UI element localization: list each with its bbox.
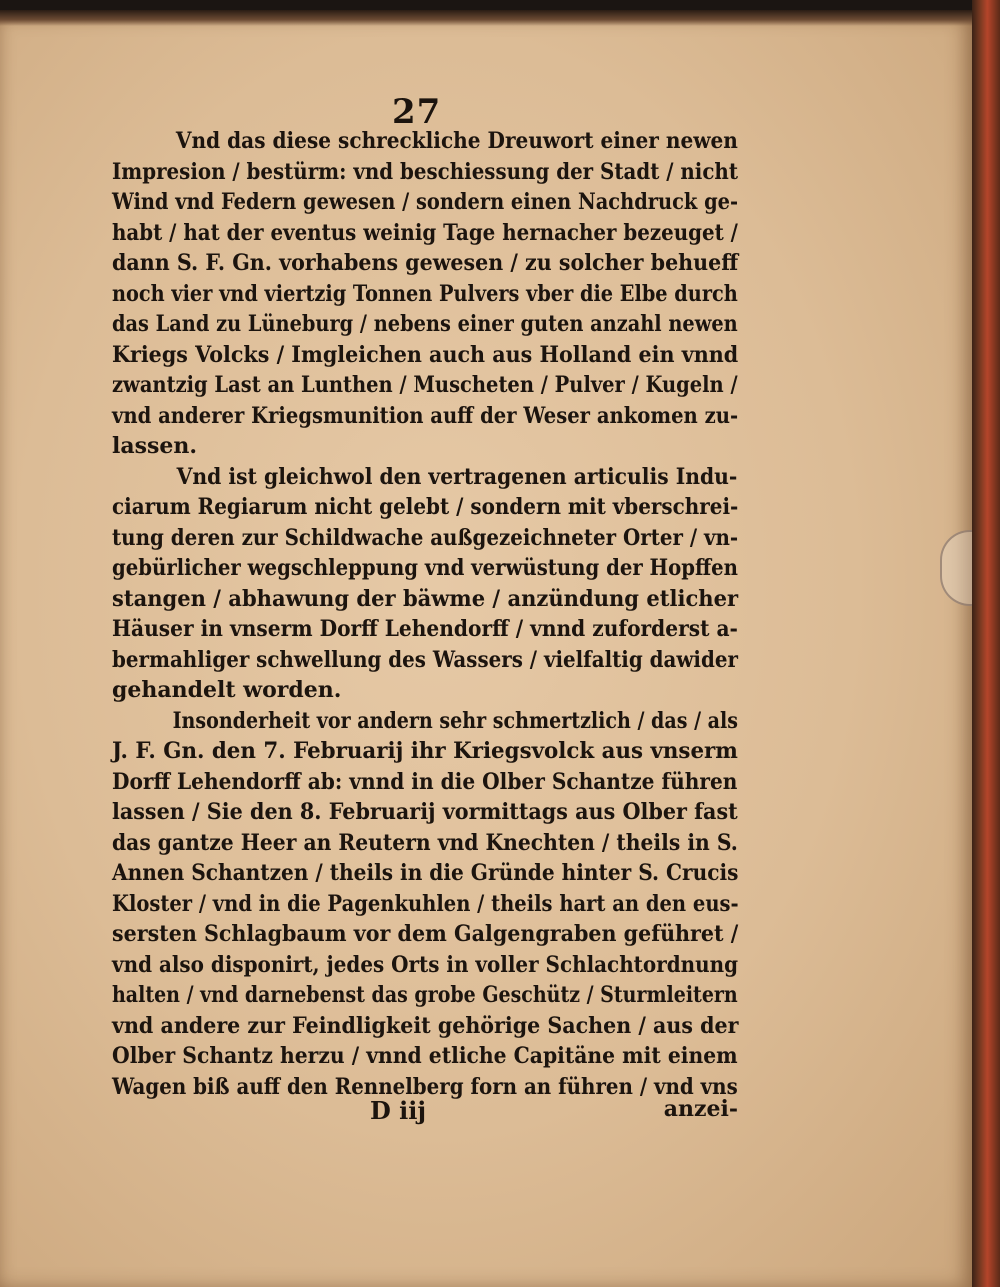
page-top-shadow	[0, 10, 972, 26]
text-line: Impresion / bestürm: vnd beschiessung der Stadt / nicht	[112, 158, 738, 185]
text-line: vnd andere zur Feindligkeit gehörige Sachen / aus der	[112, 1012, 739, 1039]
text-line: dann S. F. Gn. vorhabens gewesen / zu solcher behueff	[112, 250, 739, 276]
book-fore-edge	[972, 0, 1000, 1287]
body-text	[112, 126, 738, 1102]
text-line: das Land zu Lüneburg / nebens einer guten anzahl newen	[112, 311, 738, 337]
text-line: ciarum Regiarum nicht gelebt / sondern mit vberschrei-	[112, 494, 739, 520]
text-line: noch vier vnd viertzig Tonnen Pulvers vber die Elbe durch	[112, 280, 738, 307]
text-line: vnd anderer Kriegsmunition auff der Weser ankomen zu-	[112, 402, 739, 429]
text-line: sersten Schlagbaum vor dem Galgengraben geführet /	[112, 921, 739, 947]
book-page	[0, 10, 972, 1287]
text-line: Dorff Lehendorff ab: vnnd in die Olber Schantze führen	[112, 768, 738, 795]
page-number: 27	[392, 92, 442, 132]
text-line: gehandelt worden.	[112, 677, 342, 703]
text-line: bermahliger schwellung des Wassers / vielfaltig dawider	[112, 646, 738, 673]
text-line: zwantzig Last an Lunthen / Muscheten / Pulver / Kugeln /	[112, 372, 738, 398]
text-line: J. F. Gn. den 7. Februarij ihr Kriegsvolck aus vnserm	[112, 738, 738, 764]
text-line: tung deren zur Schildwache außgezeichneter Orter / vn-	[112, 524, 739, 551]
catchword: anzei-	[663, 1096, 738, 1122]
signature-mark: D iij	[370, 1096, 427, 1125]
text-line: Annen Schantzen / theils in die Gründe hinter S. Crucis	[112, 860, 739, 886]
text-line: lassen / Sie den 8. Februarij vormittags aus Olber fast	[112, 799, 738, 825]
text-line: vnd also disponirt, jedes Orts in voller Schlachtordnung	[112, 951, 739, 978]
text-line: Kriegs Volcks / Imgleichen auch aus Holland ein vnnd	[112, 341, 739, 368]
text-line: Vnd das diese schreckliche Dreuwort einer newen	[175, 128, 738, 154]
text-line: Wind vnd Federn gewesen / sondern einen Nachdruck ge-	[112, 189, 739, 215]
text-line: Wagen biß auff den Rennelberg forn an führen / vnd vns	[112, 1073, 738, 1100]
text-line: Kloster / vnd in die Pagenkuhlen / theils hart an den eus-	[112, 890, 739, 917]
text-line: Olber Schantz herzu / vnnd etliche Capitäne mit einem	[112, 1043, 738, 1069]
text-line: gebürlicher wegschleppung vnd verwüstung der Hopffen	[112, 555, 738, 581]
text-line: Insonderheit vor andern sehr schmertzlich / das / als	[172, 707, 738, 734]
text-line: das gantze Heer an Reutern vnd Knechten / theils in S.	[112, 829, 738, 856]
text-line: Vnd ist gleichwol den vertragenen articulis Indu-	[176, 463, 738, 490]
text-line: stangen / abhawung der bäwme / anzündung etlicher	[112, 585, 739, 612]
text-line: lassen.	[112, 433, 198, 459]
text-line: habt / hat der eventus weinig Tage hernacher bezeuget /	[112, 219, 738, 246]
page-footer	[112, 1096, 738, 1132]
text-line: Häuser in vnserm Dorff Lehendorff / vnnd zuforderst a-	[112, 616, 738, 642]
text-line: halten / vnd darnebenst das grobe Geschütz / Sturmleitern	[112, 982, 738, 1008]
